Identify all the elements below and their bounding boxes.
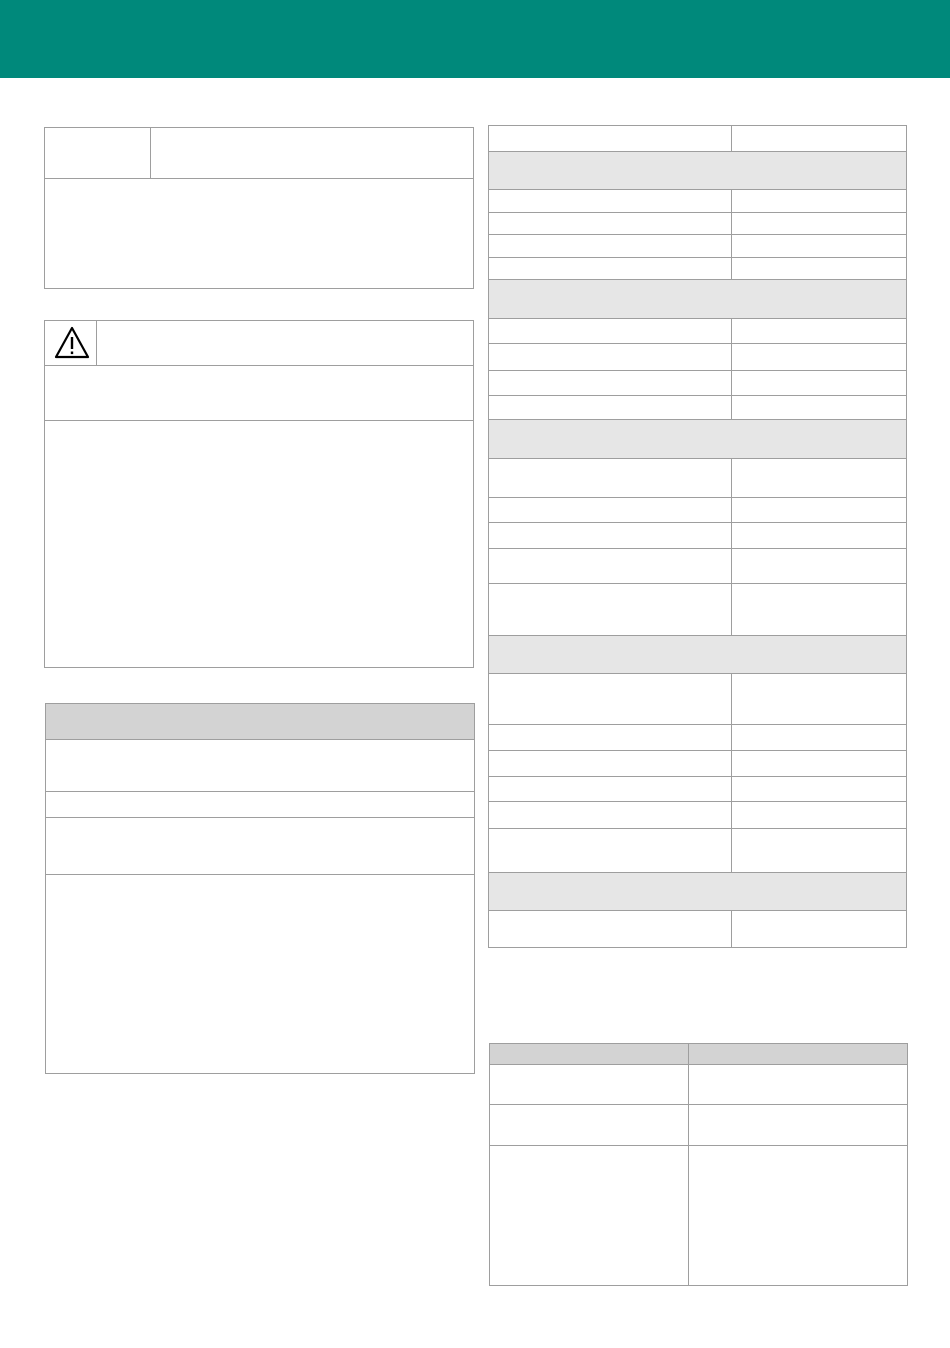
spec-row (489, 777, 907, 802)
note-box (45, 703, 475, 1074)
small-table-cell (490, 1105, 689, 1146)
spec-row (489, 235, 907, 258)
spec-row (489, 497, 907, 522)
spec-section-header (489, 419, 907, 458)
small-table-header (490, 1044, 689, 1065)
spec-row (489, 395, 907, 419)
spec-row (489, 802, 907, 828)
spec-row (489, 319, 907, 344)
spec-row (489, 674, 907, 725)
spec-section-header (489, 872, 907, 910)
small-table-cell (689, 1065, 908, 1105)
spec-row (489, 751, 907, 777)
small-table-header-row (490, 1044, 908, 1065)
small-table (489, 1043, 908, 1285)
spec-row (489, 126, 907, 152)
spec-row (489, 190, 907, 213)
spec-row (489, 828, 907, 872)
info-box (44, 127, 474, 289)
spec-section-header (489, 636, 907, 674)
spec-row (489, 458, 907, 497)
small-table-row (490, 1146, 908, 1286)
small-table-cell (490, 1065, 689, 1105)
warning-box (44, 320, 474, 668)
spec-row (489, 910, 907, 947)
spec-table (488, 125, 907, 948)
spec-section-header (489, 280, 907, 319)
spec-row (489, 370, 907, 395)
small-table-header (689, 1044, 908, 1065)
small-table-row (490, 1105, 908, 1146)
small-table-row (490, 1065, 908, 1105)
spec-row (489, 725, 907, 751)
spec-row (489, 213, 907, 235)
small-table-cell (689, 1105, 908, 1146)
spec-section-header (489, 152, 907, 190)
spec-row (489, 522, 907, 548)
header-band (0, 0, 950, 78)
note-box-heading (46, 704, 474, 739)
small-table-cell (689, 1146, 908, 1286)
small-table-cell (490, 1146, 689, 1286)
spec-row (489, 258, 907, 280)
spec-row (489, 584, 907, 636)
spec-row (489, 344, 907, 370)
spec-row (489, 548, 907, 583)
warning-triangle-icon (53, 325, 91, 361)
